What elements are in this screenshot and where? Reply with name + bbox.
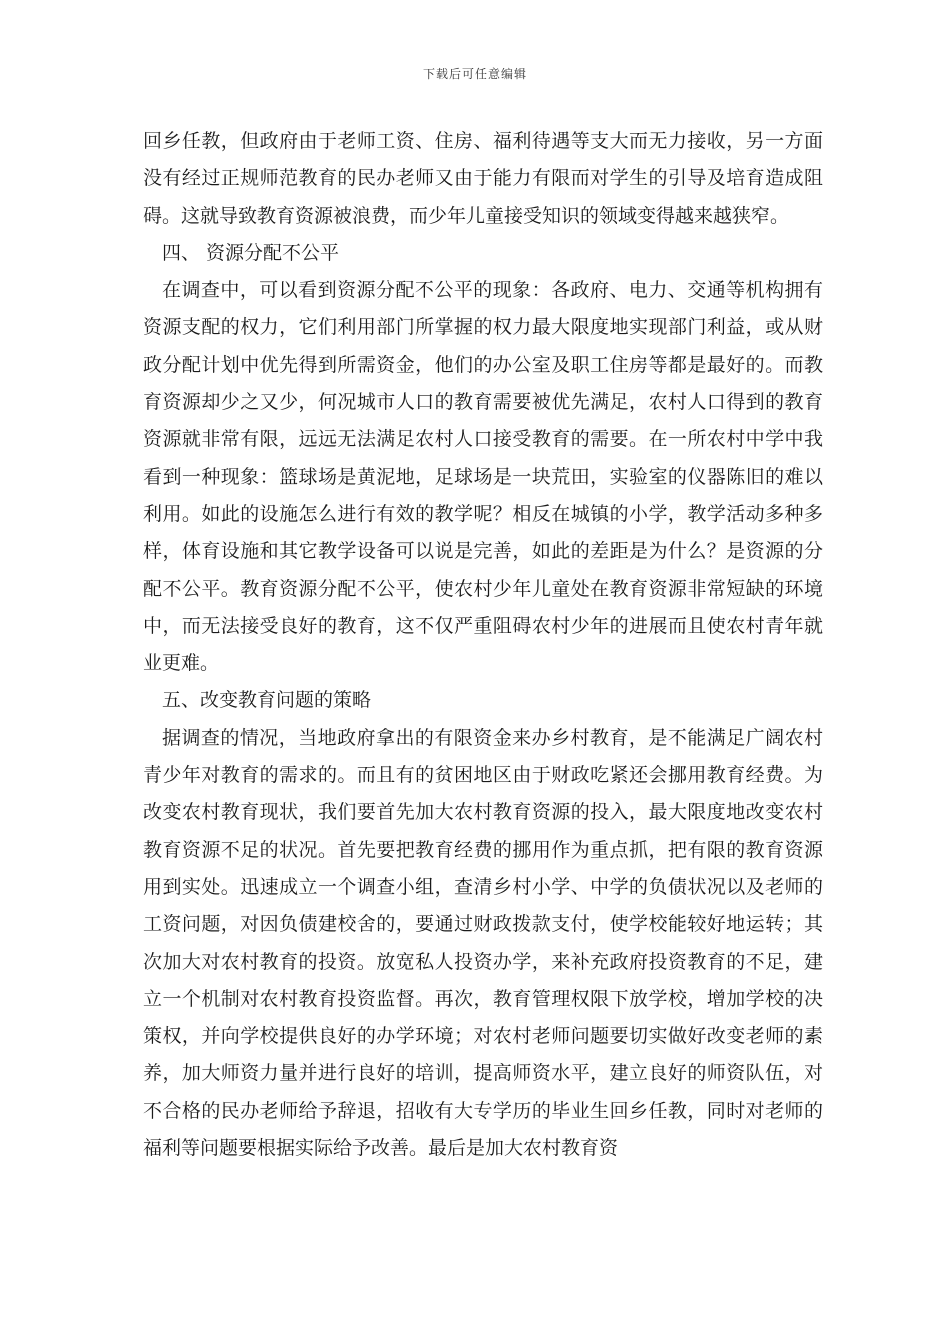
section-heading-five: 五、改变教育问题的策略 [162, 689, 372, 712]
paragraph-strategies: 据调查的情况，当地政府拿出的有限资金来办乡村教育，是不能满足广阔农村青少年对教育的需求的。而且有的贫困地区由于财政吃紧还会挪用教育经费。为改变农村教育现状，我们要首先加大农村教育资源的投入，最大限度地改变农村教育资源不足的状况。首先要把教育经费的挪用作为重点抓，把有限的教育资源用到实处。迅速成立一个调查小组，查清乡村小学、中学的负债状况以及老师的工资问题，对因负债建校舍的，要通过财政拨款支付，使学校能较好地运转；其次加大对农村教育的投资。放宽私人投资办学，来补充政府投资教育的不足，建立一个机制对农村教育投资监督。再次，教育管理权限下放学校，增加学校的决策权，并向学校提供良好的办学环境；对农村老师问题要切实做好改变老师的素养，加大师资力量并进行良好的培训，提高师资水平，建立良好的师资队伍，对不合格的民办老师给予辞退，招收有大专学历的毕业生回乡任教，同时对老师的福利等问题要根据实际给予改善。最后是加大农村教育资 [143, 726, 823, 1160]
page-header: 下载后可任意编辑 [422, 67, 527, 81]
paragraph-continued: 回乡任教，但政府由于老师工资、住房、福利待遇等支大而无力接收，另一方面没有经过正规师范教育的民办老师又由于能力有限而对学生的引导及培育造成阻碍。这就导致教育资源被浪费，而少年儿童接受知识的领域变得越来越狭窄。 [143, 130, 823, 227]
paragraph-resource-allocation: 在调查中，可以看到资源分配不公平的现象：各政府、电力、交通等机构拥有资源支配的权力，它们利用部门所掌握的权力最大限度地实现部门利益，或从财政分配计划中优先得到所需资金，他们的办公室及职工住房等都是最好的。而教育资源却少之又少，何况城市人口的教育需要被优先满足，农村人口得到的教育资源就非常有限，远远无法满足农村人口接受教育的需要。在一所农村中学中我看到一种现象：篮球场是黄泥地，足球场是一块荒田，实验室的仪器陈旧的难以利用。如此的设施怎么进行有效的教学呢？相反在城镇的小学，教学活动多种多样，体育设施和其它教学设备可以说是完善，如此的差距是为什么？是资源的分配不公平。教育资源分配不公平，使农村少年儿童处在教育资源非常短缺的环境中，而无法接受良好的教育，这不仅严重阻碍农村少年的进展而且使农村青年就业更难。 [143, 279, 823, 675]
section-heading-four: 四、 资源分配不公平 [162, 241, 340, 264]
document-body [143, 123, 823, 1167]
